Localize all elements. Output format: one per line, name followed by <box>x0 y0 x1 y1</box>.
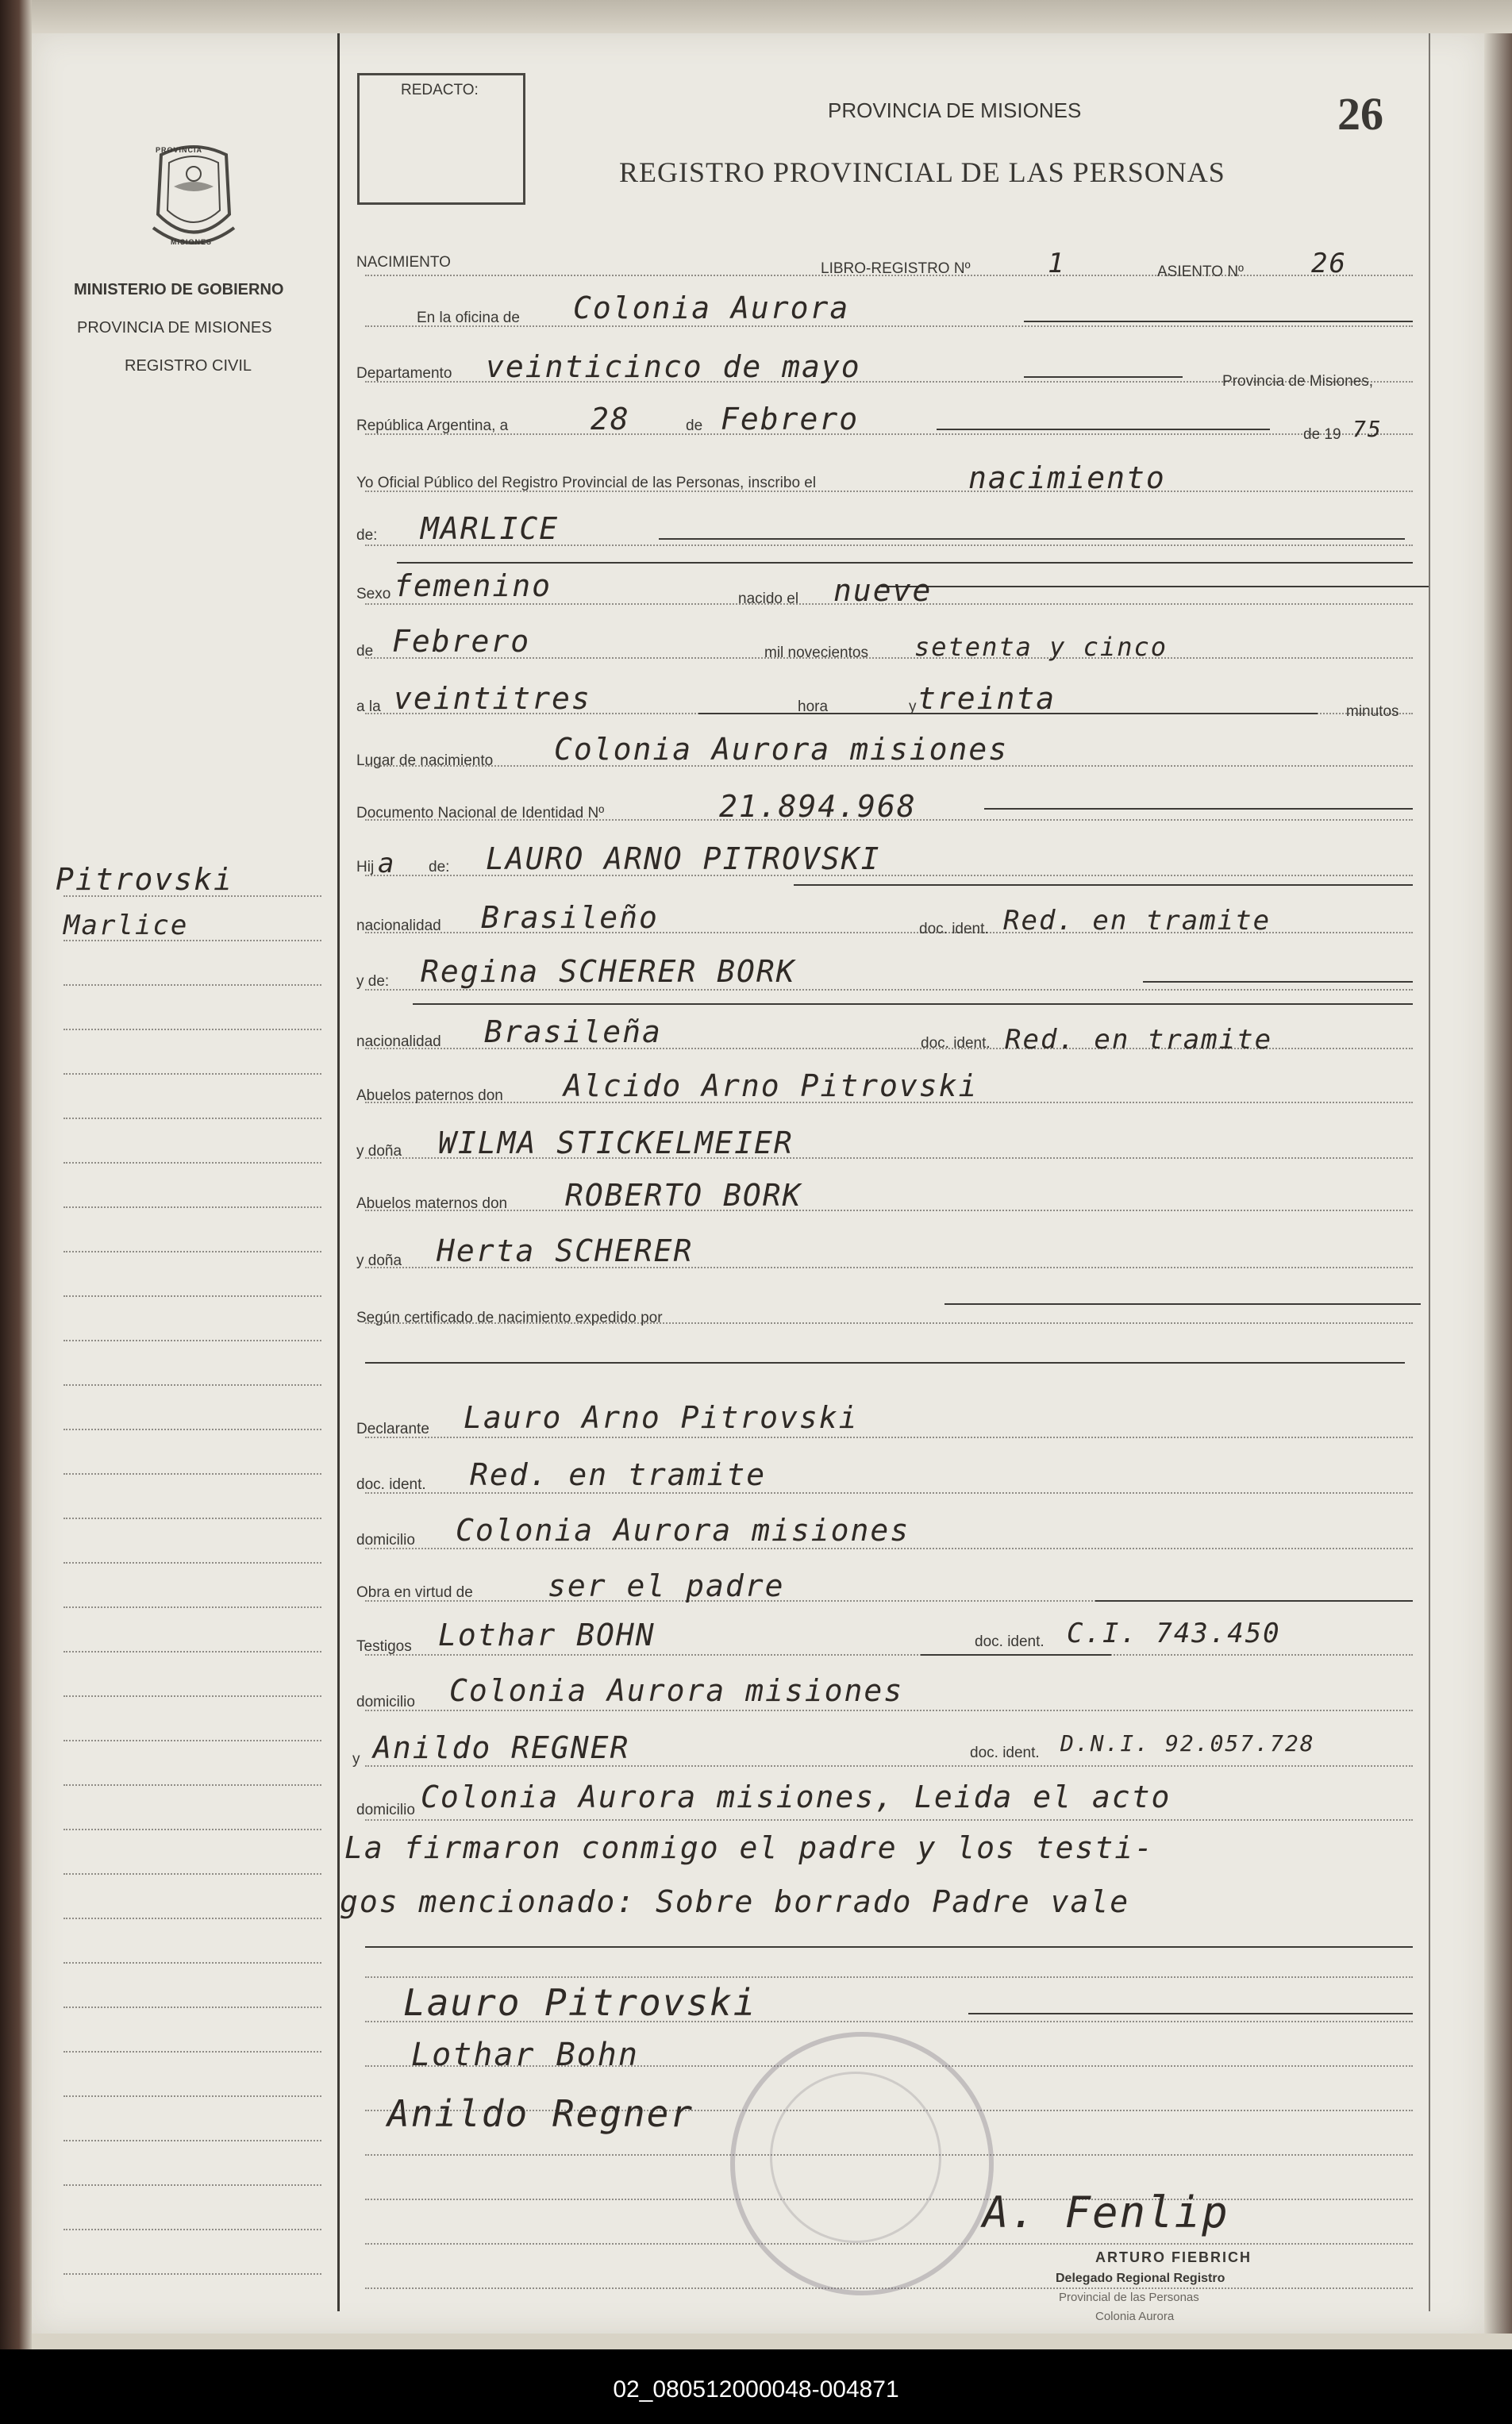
abuelos-maternos-label: Abuelos maternos don <box>356 1195 508 1212</box>
nacido-label: nacido el <box>738 591 799 607</box>
form-fill-line <box>1095 1600 1413 1602</box>
lugar-label: Lugar de nacimiento <box>356 752 494 769</box>
padre-value: LAURO ARNO PITROVSKI <box>486 841 881 876</box>
testigo1-domicilio-value: Colonia Aurora misiones <box>449 1673 904 1708</box>
hora-label: hora <box>798 698 829 715</box>
header-province: PROVINCIA DE MISIONES <box>828 98 1082 122</box>
form-ruled-line <box>365 1437 1413 1438</box>
official-title: Delegado Regional Registro <box>1056 2272 1225 2285</box>
lugar-value: Colonia Aurora misiones <box>554 732 1009 767</box>
book-binding <box>0 0 32 2349</box>
sidebar-ruled-line <box>63 1340 321 1341</box>
form-fill-line <box>659 538 1405 540</box>
sidebar-ruled-line <box>63 1073 321 1075</box>
form-fill-line <box>1024 376 1183 378</box>
sidebar-ruled-line <box>63 895 321 897</box>
republica-label: República Argentina, a <box>356 417 509 434</box>
official-seal-inner <box>770 2072 941 2243</box>
y-dona-label-2: y doña <box>356 1252 402 1269</box>
sidebar-ruled-line <box>63 1251 321 1252</box>
certificado-label: Según certificado de nacimiento expedido por <box>356 1310 663 1326</box>
page-number: 26 <box>1337 88 1383 140</box>
ministry-label: MINISTERIO DE GOBIERNO <box>74 281 284 298</box>
doc-ident-label-2: doc. ident. <box>921 1035 991 1052</box>
sidebar-ruled-line <box>63 2273 321 2275</box>
right-margin-line <box>1429 33 1430 2311</box>
madre-value: Regina SCHERER BORK <box>421 954 796 989</box>
de-label-2: de: <box>356 527 378 544</box>
sidebar-ruled-line <box>63 1162 321 1164</box>
form-ruled-line <box>365 1210 1413 1211</box>
sidebar-ruled-line <box>63 2184 321 2186</box>
form-fill-line <box>937 429 1270 430</box>
doc-ident-label-5: doc. ident. <box>970 1745 1040 1761</box>
sidebar-ruled-line <box>63 2007 321 2008</box>
sidebar-ruled-line <box>63 1029 321 1030</box>
image-caption-bar <box>0 2349 1512 2424</box>
sidebar-ruled-line <box>63 1962 321 1964</box>
official-title-2: Provincial de las Personas <box>1059 2291 1199 2304</box>
sexo-value: femenino <box>394 568 552 603</box>
y-dona-label: y doña <box>356 1143 402 1160</box>
departamento-value: veinticinco de mayo <box>486 349 861 384</box>
testigo1-value: Lothar BOHN <box>438 1618 656 1653</box>
declarante-value: Lauro Arno Pitrovski <box>464 1400 859 1435</box>
sexo-label: Sexo <box>356 586 391 602</box>
y-de-label: y de: <box>356 973 390 990</box>
departamento-label: Departamento <box>356 365 452 382</box>
form-fill-line <box>921 1654 1111 1656</box>
closing-line-1: La firmaron conmigo el padre y los testi- <box>344 1830 1154 1865</box>
de-label: de <box>686 417 703 434</box>
form-ruled-line <box>365 1710 1413 1711</box>
asiento-label: ASIENTO Nº <box>1157 264 1244 280</box>
acto-value: nacimiento <box>968 460 1166 495</box>
libro-label: LIBRO-REGISTRO Nº <box>821 260 971 277</box>
sidebar-ruled-line <box>63 1518 321 1519</box>
dia-value: 28 <box>591 402 630 437</box>
sidebar-ruled-line <box>63 940 321 941</box>
de-label-4: de: <box>429 859 450 875</box>
form-ruled-line <box>365 1819 1413 1821</box>
form-fill-line <box>365 1362 1405 1364</box>
documento-value: 21.894.968 <box>719 789 917 824</box>
sidebar-ruled-line <box>63 1740 321 1741</box>
form-ruled-line <box>365 1654 1413 1656</box>
form-fill-line <box>945 1303 1421 1305</box>
abuela-materna-value: Herta SCHERER <box>437 1233 694 1268</box>
signature-witness-1: Lothar Bohn <box>411 2037 639 2073</box>
official-name: ARTURO FIEBRICH <box>1095 2249 1252 2265</box>
abuelos-paternos-label: Abuelos paternos don <box>356 1087 503 1104</box>
margin-divider <box>337 33 340 2311</box>
sidebar-ruled-line <box>63 1784 321 1786</box>
form-ruled-line <box>365 1548 1413 1549</box>
image-caption: 02_080512000048-004871 <box>613 2376 899 2403</box>
year-value: 75 <box>1352 416 1383 442</box>
oficina-value: Colonia Aurora <box>573 290 850 325</box>
sidebar-ruled-line <box>63 1429 321 1430</box>
padre-doc-value: Red. en tramite <box>1003 905 1272 937</box>
sidebar-ruled-line <box>63 1206 321 1208</box>
sidebar-ruled-line <box>63 1651 321 1653</box>
doc-ident-label: doc. ident. <box>919 921 989 937</box>
abuelo-paterno-value: Alcido Arno Pitrovski <box>564 1068 979 1103</box>
asiento-value: 26 <box>1311 248 1347 279</box>
obra-label: Obra en virtud de <box>356 1584 473 1601</box>
form-fill-line <box>1127 713 1318 714</box>
abuela-paterna-value: WILMA STICKELMEIER <box>438 1125 794 1160</box>
form-fill-line <box>1143 981 1413 983</box>
sidebar-ruled-line <box>63 2140 321 2141</box>
oficina-label: En la oficina de <box>417 310 520 326</box>
emblem-label-top: PROVINCIA <box>156 146 203 154</box>
testigo1-doc-value: C.I. 743.450 <box>1067 1618 1281 1649</box>
documento-label: Documento Nacional de Identidad Nº <box>356 805 605 821</box>
nacido-mes-value: Febrero <box>392 624 531 659</box>
sidebar-province-label: PROVINCIA DE MISIONES <box>77 319 272 337</box>
de-year-label: de 19 <box>1303 426 1341 443</box>
signature-ruled-line <box>365 1976 1413 1978</box>
sidebar-ruled-line <box>63 2051 321 2053</box>
oficial-label: Yo Oficial Público del Registro Provincial de las Personas, inscribo el <box>356 475 817 491</box>
y-label: y <box>909 698 917 715</box>
doc-ident-label-3: doc. ident. <box>356 1476 426 1493</box>
form-ruled-line <box>365 1765 1413 1767</box>
form-ruled-line <box>365 325 1413 327</box>
official-signature: A. Fenlip <box>983 2187 1229 2237</box>
hijo-suffix: a <box>378 848 396 879</box>
minutos-label: minutos <box>1346 703 1399 720</box>
sidebar-ruled-line <box>63 1473 321 1475</box>
nombre-value: MARLICE <box>421 511 560 546</box>
signature-father: Lauro Pitrovski <box>403 1981 757 2024</box>
minutos-value: treinta <box>918 681 1056 716</box>
nacido-dia-value: nueve <box>833 573 933 608</box>
domicilio-label: domicilio <box>356 1532 415 1549</box>
form-fill-line <box>413 1003 1413 1005</box>
form-ruled-line <box>365 1492 1413 1494</box>
form-fill-line <box>1024 321 1413 322</box>
testigo2-domicilio-value: Colonia Aurora misiones, Leida el acto <box>421 1780 1172 1814</box>
domicilio-label-2: domicilio <box>356 1694 415 1710</box>
nacimiento-label: NACIMIENTO <box>356 254 451 271</box>
form-ruled-line <box>365 433 1413 435</box>
domicilio-label-3: domicilio <box>356 1802 415 1818</box>
sidebar-ruled-line <box>63 1562 321 1564</box>
redacto-label: REDACTO: <box>401 82 479 98</box>
page-right-edge <box>1484 33 1512 2334</box>
sidebar-ruled-line <box>63 1606 321 1608</box>
doc-ident-label-4: doc. ident. <box>975 1633 1045 1650</box>
sidebar-ruled-line <box>63 1829 321 1830</box>
emblem-label-bottom: MISIONES <box>171 238 213 246</box>
sidebar-ruled-line <box>63 1295 321 1297</box>
nacionalidad-label-2: nacionalidad <box>356 1033 441 1050</box>
declarante-domicilio-value: Colonia Aurora misiones <box>456 1513 910 1548</box>
testigo2-doc-value: D.N.I. 92.057.728 <box>1060 1730 1315 1756</box>
sidebar-ruled-line <box>63 2095 321 2097</box>
form-fill-line <box>365 1946 1413 1948</box>
signature-witness-2: Anildo Regner <box>387 2092 694 2135</box>
testigo2-value: Anildo REGNER <box>373 1730 630 1765</box>
page-top-edge <box>32 0 1512 33</box>
testigos-label: Testigos <box>356 1638 412 1655</box>
page-bottom-edge <box>32 2334 1512 2349</box>
form-fill-line <box>881 586 1429 587</box>
hijo-label: Hij <box>356 859 375 875</box>
a-la-label: a la <box>356 698 381 715</box>
madre-nacionalidad-value: Brasileña <box>484 1014 662 1049</box>
form-fill-line <box>794 884 1413 886</box>
sidebar-ruled-line <box>63 1118 321 1119</box>
form-fill-line <box>984 808 1413 810</box>
abuelo-materno-value: ROBERTO BORK <box>565 1178 802 1213</box>
declarante-doc-value: Red. en tramite <box>470 1457 767 1492</box>
provincia-suffix: Provincia de Misiones, <box>1222 373 1374 390</box>
madre-doc-value: Red. en tramite <box>1005 1024 1273 1056</box>
form-fill-line <box>968 2013 1413 2014</box>
sidebar-ruled-line <box>63 1873 321 1875</box>
sidebar-ruled-line <box>63 1918 321 1919</box>
closing-line-2: gos mencionado: Sobre borrado Padre vale <box>340 1884 1130 1919</box>
padre-nacionalidad-value: Brasileño <box>481 900 659 935</box>
form-ruled-line <box>365 989 1413 991</box>
sidebar-given-name: Marlice <box>63 910 189 941</box>
sidebar-ruled-line <box>63 1384 321 1386</box>
sidebar-surname: Pitrovski <box>56 862 233 897</box>
nacido-anio-value: setenta y cinco <box>914 632 1168 662</box>
libro-value: 1 <box>1048 248 1066 279</box>
header-registry-title: REGISTRO PROVINCIAL DE LAS PERSONAS <box>619 156 1225 188</box>
mil-label: mil novecientos <box>764 644 868 661</box>
de-label-3: de <box>356 643 374 660</box>
hora-value: veintitres <box>394 681 591 716</box>
nacionalidad-label: nacionalidad <box>356 918 441 934</box>
official-place: Colonia Aurora <box>1095 2310 1175 2323</box>
declarante-label: Declarante <box>356 1421 429 1437</box>
sidebar-ruled-line <box>63 2229 321 2230</box>
form-fill-line <box>397 562 1413 564</box>
mes-value: Febrero <box>721 402 860 437</box>
sidebar-ruled-line <box>63 1695 321 1697</box>
sidebar-registry-label: REGISTRO CIVIL <box>125 357 252 375</box>
sidebar-ruled-line <box>63 984 321 986</box>
y-label-2: y <box>352 1751 360 1768</box>
obra-value: ser el padre <box>548 1568 785 1603</box>
